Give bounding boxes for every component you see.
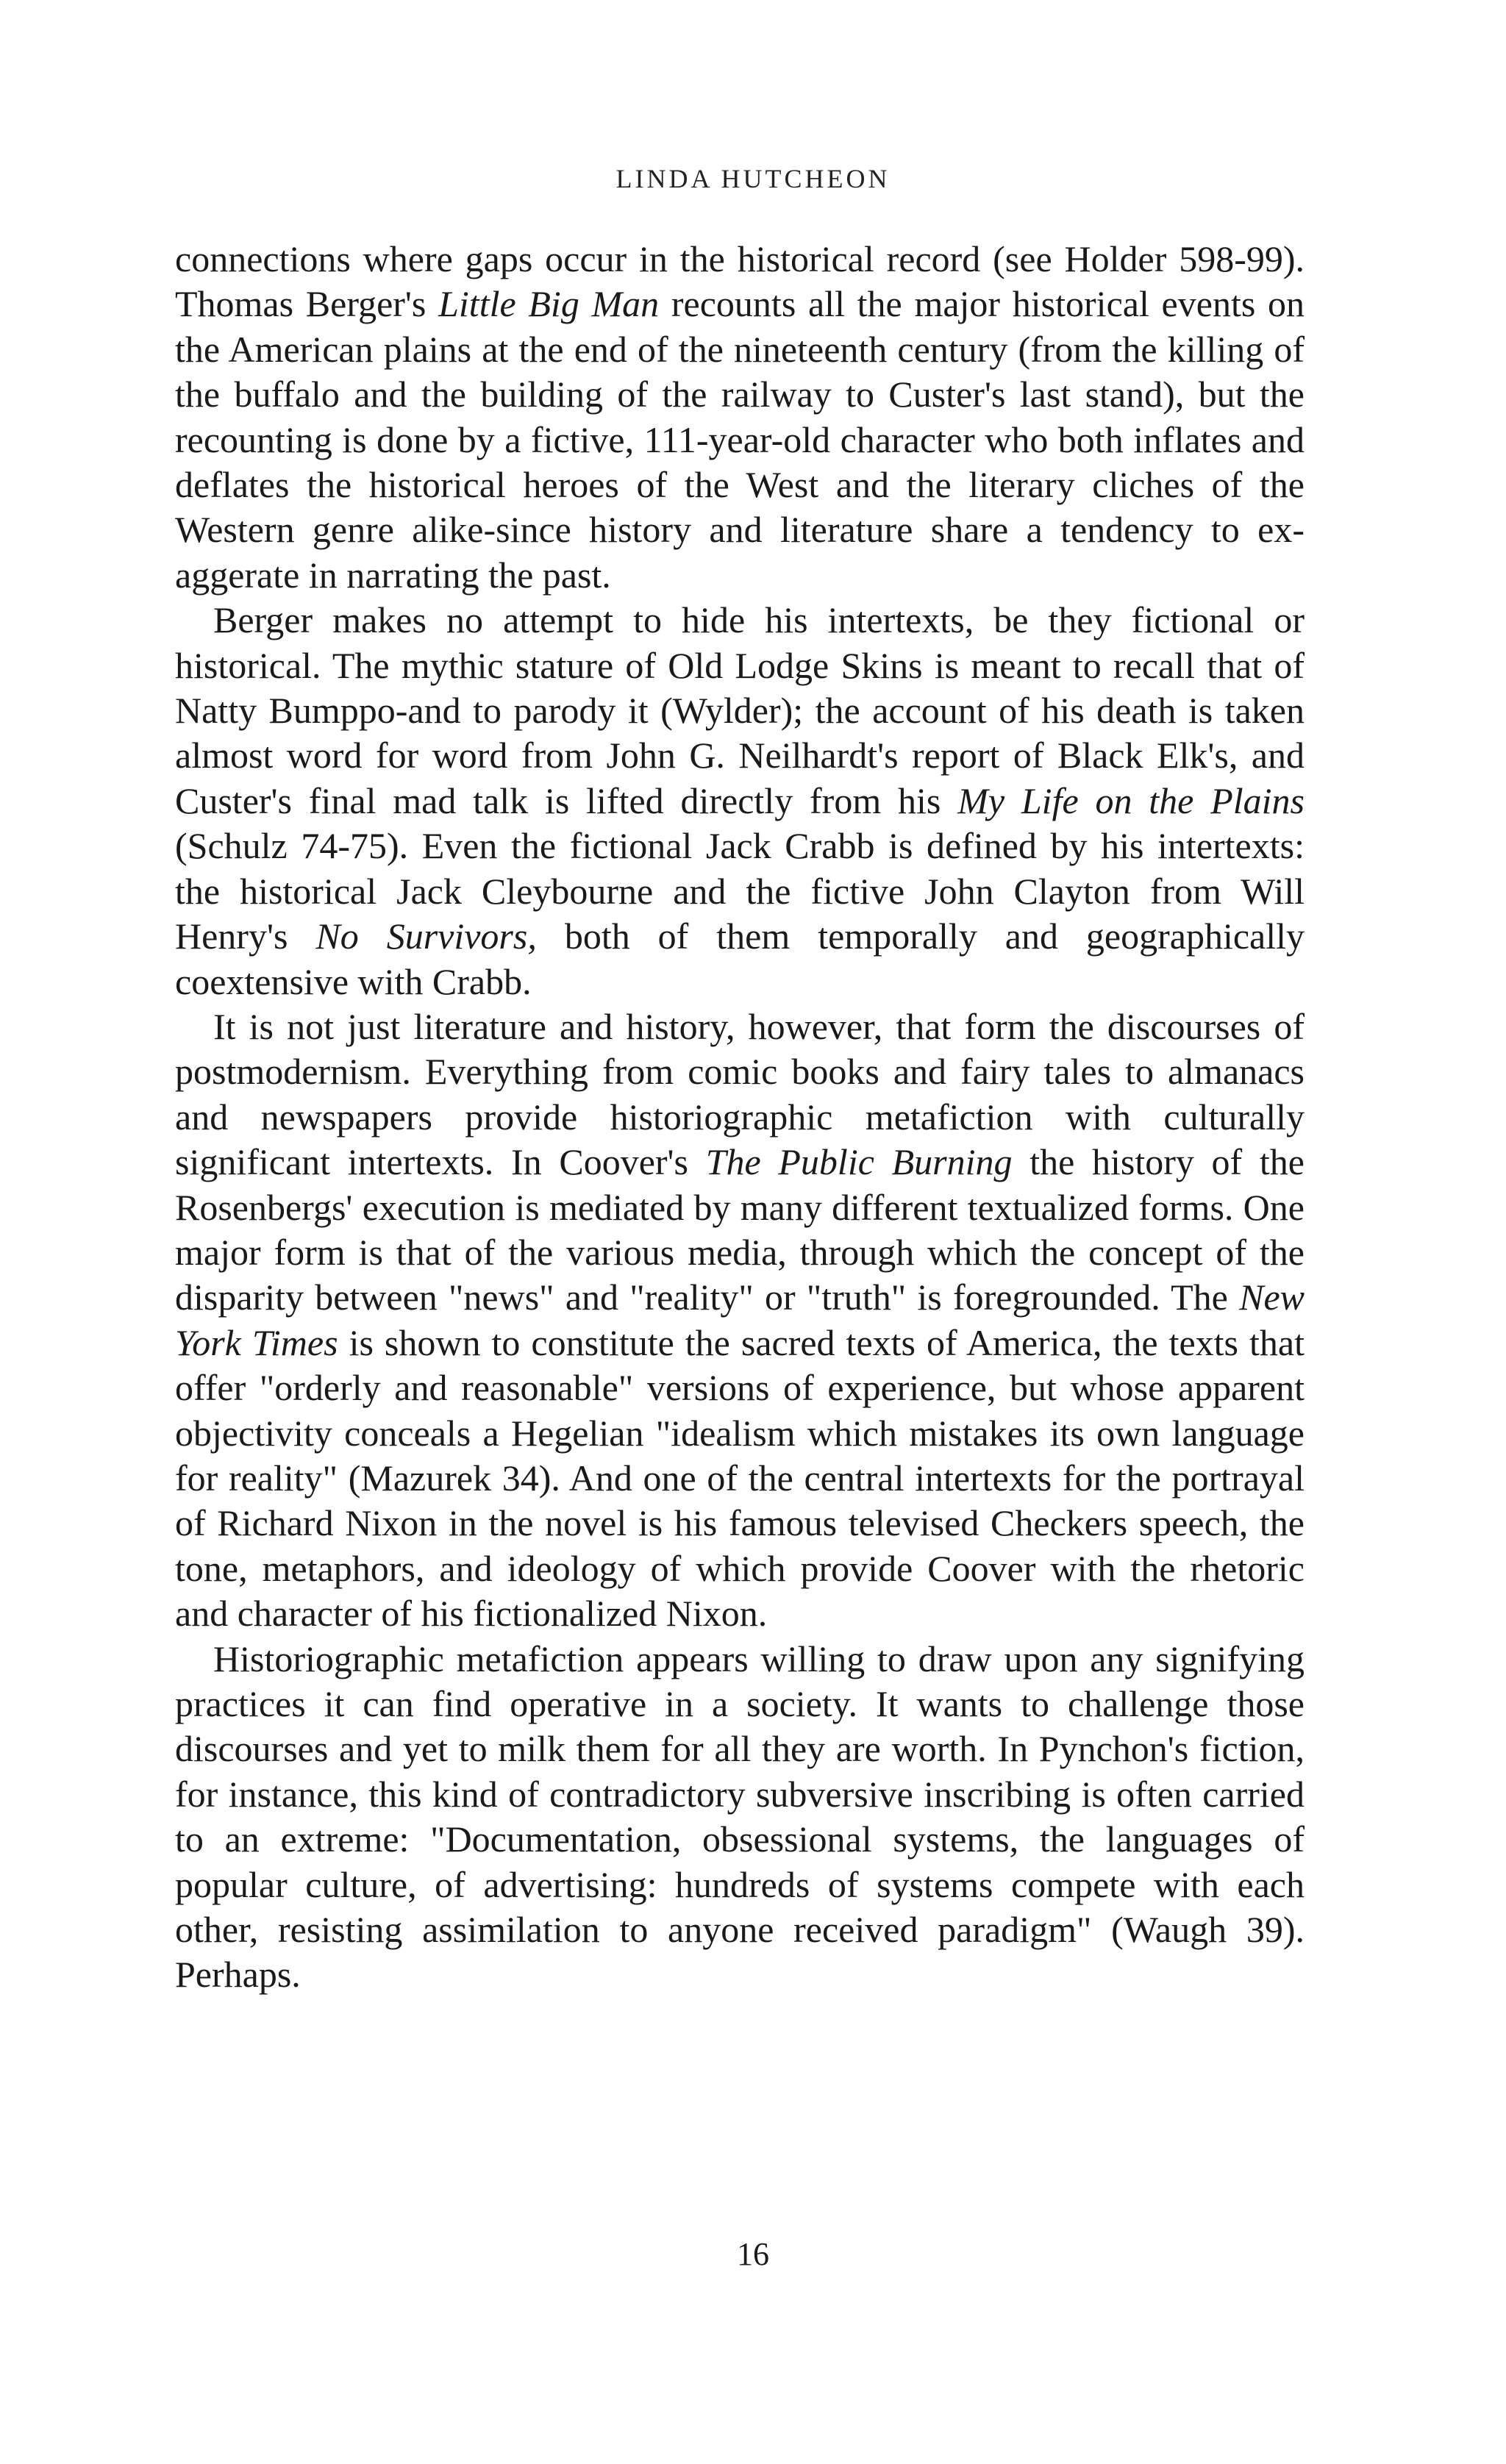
text-run: Berger makes no attempt to hide his intertexts, be they fictional or historical. The mythic stature of Old Lodge Skins is meant to recall that of Natty Bumppo-and to parody it (Wylder); the account of his death is taken almost word for word from John G. Neilhardt's report of Black Elk's, and Custer's final mad talk is lifted directly from his — [175, 599, 1305, 821]
text-run: the history of the Rosenbergs' execution is mediated by many different textualized forms. One major form is that of the various media, through which the concept of the disparity between "news" and "reality" or "truth" is foregrounded. The — [175, 1141, 1305, 1318]
page-number: 16 — [737, 2236, 769, 2272]
italic-title: Little Big Man — [438, 283, 660, 325]
paragraph — [175, 1637, 1305, 1998]
italic-title: The Public Burning — [705, 1141, 1013, 1183]
text-run: (Schulz 74-75). Even the fictional Jack Crabb is defined by his intertexts: the historical Jack Cleybourne and the fictive John Clayton from Will Henry's — [175, 825, 1305, 957]
paragraph — [175, 237, 1305, 598]
paragraph — [175, 598, 1305, 1004]
italic-title: No Survivors, — [315, 915, 537, 957]
running-head: LINDA HUTCHEON — [615, 164, 891, 193]
text-run: is shown to constitute the sacred texts of America, the texts that offer "orderly and reasonable" versions of experience, but whose apparent objectivity conceals a Hegelian "idealism which mistakes its own language for reality" (Mazurek 34). And one of the central intertexts for the portrayal of Richard Nixon in the novel is his famous televised Checkers speech, the tone, metaphors, and ideology of which provide Coover with the rhetoric and character of his fictionalized Nixon. — [175, 1321, 1305, 1635]
paragraph — [175, 1004, 1305, 1637]
text-run: recounts all the major historical events on the American plains at the end of the nineteenth century (from the killing of the buffalo and the building of the railway to Custer's last stand), but the recounting is done by a fictive, 111-year-old character who both inflates and deflates the historical heroes of the West and the literary cliches of the Western genre alike-since history and literature share a tendency to exaggerate in narrating the past. — [175, 283, 1305, 596]
text-run: It is not just literature and history, however, that form the discourses of postmodernism. Everything from comic books and fairy tales to almanacs and newspapers provide historiographic metafiction with culturally significant intertexts. In Coover's — [175, 1005, 1305, 1183]
text-run: connections where gaps occur in the historical record (see Holder 598-99). Thomas Berger's — [175, 238, 1305, 325]
italic-title: New York Times — [175, 1276, 1305, 1363]
italic-title: My Life on the Plains — [957, 779, 1305, 821]
body-text — [175, 237, 1305, 1998]
text-run: both of them temporally and geographically coextensive with Crabb. — [175, 915, 1305, 1002]
text-run: Historiographic metafiction appears willing to draw upon any signifying practices it can find operative in a society. It wants to challenge those discourses and yet to milk them for all they are worth. In Pynchon's fiction, for instance, this kind of contradictory subversive inscribing is often carried to an extreme: "Documentation, obsessional systems, the languages of popular culture, of advertising: hundreds of systems compete with each other, resisting assimilation to anyone received paradigm" (Waugh 39). Perhaps. — [175, 1638, 1305, 1996]
